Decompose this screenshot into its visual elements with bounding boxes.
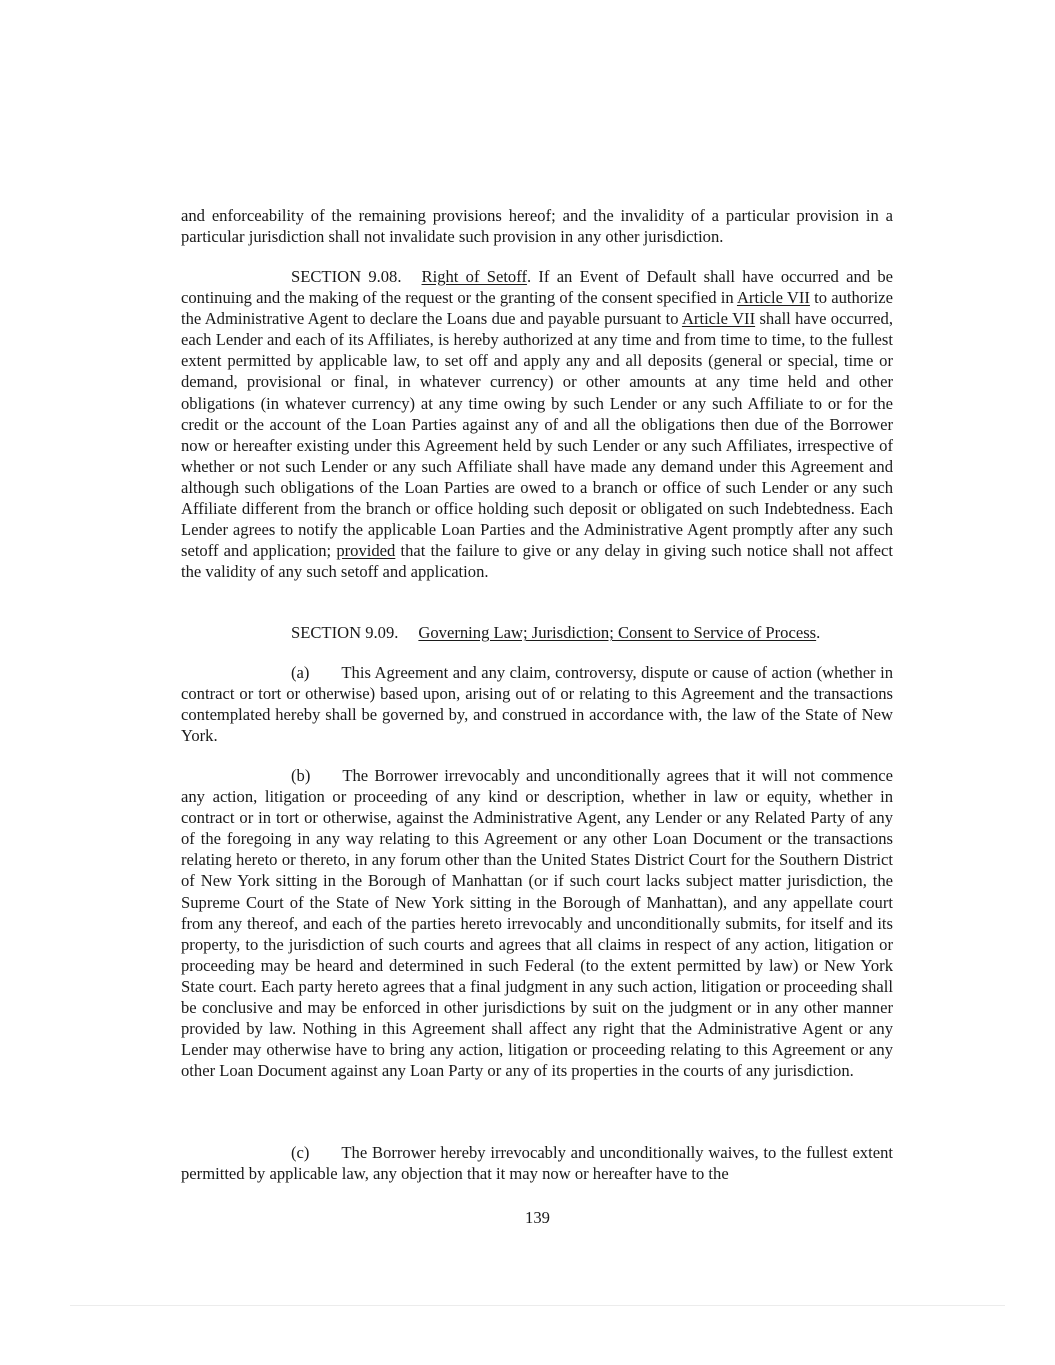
- paragraph-a-text: This Agreement and any claim, controversy, dispute or cause of action (whether in contract or tort or otherwise) based upon, arising out of or relating to this Agreement and the transactions contemplated hereby shall be governed by, and construed in accordance with, the law of the State of New York.: [181, 663, 893, 746]
- section-9-08-title: Right of Setoff: [421, 267, 527, 286]
- section-9-09-c: [181, 1142, 893, 1184]
- section-9-09-heading: SECTION 9.09. Governing Law; Jurisdiction; Consent to Service of Process.: [291, 623, 821, 642]
- section-9-09-title: Governing Law; Jurisdiction; Consent to Service of Process: [418, 623, 817, 642]
- paragraph-a-label: (a): [291, 663, 310, 682]
- scan-edge-divider: [70, 1305, 1005, 1306]
- continuation-paragraph: [181, 205, 893, 247]
- section-9-09-b: [181, 765, 893, 1081]
- paragraph-c-text: The Borrower hereby irrevocably and unconditionally waives, to the fullest extent permitted by applicable law, any objection that it may now or hereafter have to the: [181, 1143, 893, 1184]
- paragraph-c-label: (c): [291, 1143, 310, 1162]
- section-9-09-number: SECTION 9.09.: [291, 623, 399, 642]
- section-9-08-number: SECTION 9.08.: [291, 267, 402, 286]
- page-number: 139: [525, 1208, 550, 1227]
- article-vii-reference: Article VII: [736, 288, 810, 308]
- paragraph-a: [181, 662, 893, 746]
- article-vii-reference: Article VII: [681, 309, 756, 329]
- paragraph-b-text: The Borrower irrevocably and unconditionally agrees that it will not commence any action, litigation or proceeding of any kind or description, whether in law or equity, whether in contract or in tort or otherwise, against the Administrative Agent, any Lender or any Related Party of any of the foregoing in any way relating to this Agreement or any other Loan Document or the transactions relating hereto or thereto, in any forum other than the United States District Court for the Southern District of New York sitting in the Borough of Manhattan (or if such court lacks subject matter jurisdiction, the Supreme Court of the State of New York sitting in the Borough of Manhattan), and any appellate court from any thereof, and each of the parties hereto irrevocably and unconditionally submits, for itself and its property, to the jurisdiction of such courts and agrees that all claims in respect of any action, litigation or proceeding may be heard and determined in such Federal (to the extent permitted by law) or New York State court. Each party hereto agrees that a final judgment in any such action, litigation or proceeding shall be conclusive and may be enforced in other jurisdictions by suit on the judgment or in any other manner provided by law. Nothing in this Agreement shall affect any right that the Administrative Agent or any Lender may otherwise have to bring any action, litigation or proceeding relating to this Agreement or any other Loan Document against any Loan Party or any of its properties in the courts of any jurisdiction.: [181, 766, 893, 1081]
- section-9-09-a: [181, 662, 893, 746]
- paragraph-b-label: (b): [291, 766, 311, 785]
- provided-term: provided: [336, 541, 396, 561]
- paragraph-c: [181, 1142, 893, 1184]
- continuation-text: and enforceability of the remaining provisions hereof; and the invalidity of a particular provision in a particular jurisdiction shall not invalidate such provision in any other jurisdiction.: [181, 206, 893, 247]
- section-9-08-paragraph: SECTION 9.08. Right of Setoff. If an Event of Default shall have occurred and be continuing and the making of the request or the granting of the consent specified in Article VII to authorize the Administrative Agent to declare the Loans due and payable pursuant to Article VII shall have occurred, each Lender and each of its Affiliates, is hereby authorized at any time and from time to time, to the fullest extent permitted by applicable law, to set off and apply any and all deposits (general or special, time or demand, provisional or final, in whatever currency) or other amounts at any time held and other obligations (in whatever currency) at any time owing by such Lender or any such Affiliate to or for the credit or the account of the Loan Parties against any of and all the obligations then due of the Borrower now or hereafter existing under this Agreement held by such Lender or any such Affiliates, irrespective of whether or not such Lender or any such Affiliate shall have made any demand under this Agreement and although such obligations of the Loan Parties are owed to a branch or office of such Lender or any such Affiliate different from the branch or office holding such deposit or obligated on such Indebtedness. Each Lender agrees to notify the applicable Loan Parties and the Administrative Agent promptly after any such setoff and application; provided that the failure to give or any delay in giving such notice shall not affect the validity of any such setoff and application.: [181, 267, 893, 582]
- paragraph-b: [181, 765, 893, 1081]
- section-9-08: [181, 266, 893, 582]
